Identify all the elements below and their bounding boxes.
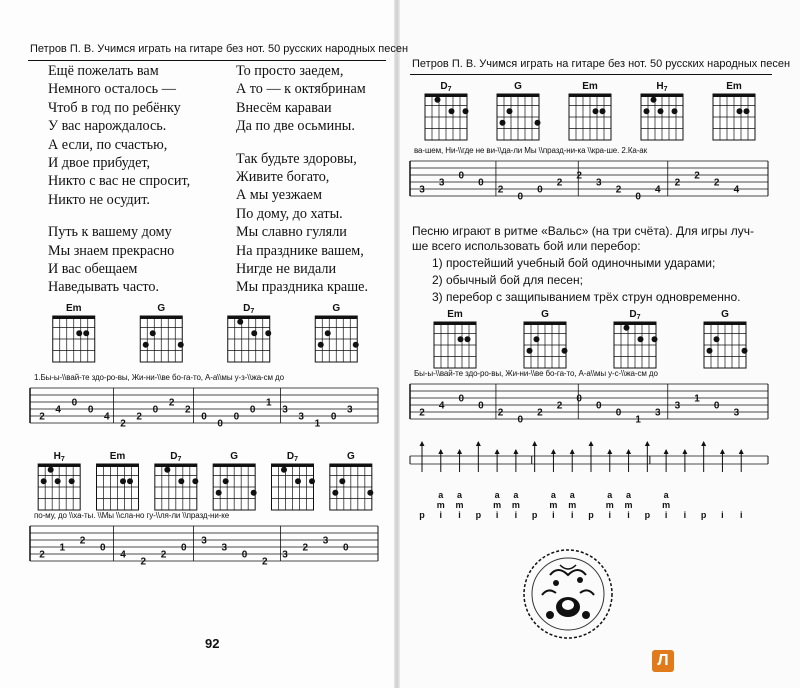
arrow-head xyxy=(626,449,631,454)
finger-dot xyxy=(332,490,338,496)
finger-dot xyxy=(435,97,441,103)
tab-note: 0 xyxy=(537,184,543,196)
poem-left-line: Наведывать часто. xyxy=(48,279,160,296)
tab-note: 2 xyxy=(556,400,563,412)
tab-note: 2 xyxy=(694,170,700,182)
chord-label: G xyxy=(230,451,239,462)
chord-diagram xyxy=(155,451,198,510)
finger-dot xyxy=(593,108,599,114)
finger-a: a xyxy=(607,490,613,500)
tab-note: 3 xyxy=(733,407,740,419)
tab-note: 3 xyxy=(298,411,304,423)
poem-left-line: Путь к вашему дому xyxy=(48,224,172,241)
chord-diagram xyxy=(97,451,139,510)
poem-column-left xyxy=(48,62,190,297)
finger-dot xyxy=(465,336,471,342)
chord-diagram xyxy=(434,309,476,368)
finger-dot xyxy=(309,478,315,484)
tab-note: 2 xyxy=(140,556,147,568)
chord-label: $H_7$ xyxy=(53,451,65,463)
chord-label: G xyxy=(541,309,549,320)
arrow-head xyxy=(420,441,425,446)
tab-note: 3 xyxy=(654,407,661,419)
left-header-rule xyxy=(28,60,386,61)
finger-dot xyxy=(527,348,533,354)
chord-diagram xyxy=(497,81,541,140)
list-item-3: 3) перебор с защипыванием трёх струн одновременно. xyxy=(432,290,741,304)
finger-a: a xyxy=(626,490,632,500)
poem-right-line: Живите богато, xyxy=(236,168,330,185)
poem-right-line: Внесём караваи xyxy=(236,99,332,116)
tab-note: 3 xyxy=(282,549,288,561)
tab-note: 2 xyxy=(168,397,175,409)
poem-right-line: То просто заедем, xyxy=(236,63,344,79)
rhythm-paragraph xyxy=(412,224,754,254)
tab-note: 3 xyxy=(201,535,207,547)
tab-note: 2 xyxy=(39,411,45,423)
tab-note: 1 xyxy=(59,542,66,554)
tab-note: 2 xyxy=(120,418,126,430)
finger-dot xyxy=(339,478,345,484)
tab-note: 0 xyxy=(458,393,465,405)
finger-m: m xyxy=(511,500,520,510)
tab-note: 2 xyxy=(497,407,504,419)
tab-note: 1 xyxy=(635,414,641,426)
tab-note: 1 xyxy=(694,393,700,405)
arrow-head xyxy=(589,441,594,446)
finger-dot xyxy=(83,330,89,336)
finger-a: a xyxy=(438,490,444,500)
tab-note: 4 xyxy=(438,400,445,412)
tab-note: 1 xyxy=(266,397,272,409)
finger-dot xyxy=(624,325,630,331)
finger-dot xyxy=(367,490,373,496)
arrow-head xyxy=(495,449,500,454)
finger-p-i: p xyxy=(475,510,482,520)
strumming-pattern xyxy=(410,438,770,528)
tab-note: 2 xyxy=(419,407,425,419)
poem-right-line: А то — к октябринам xyxy=(236,81,366,98)
finger-m: m xyxy=(436,500,445,510)
tab-note: 0 xyxy=(596,400,602,412)
chord-diagram xyxy=(704,309,748,368)
right-system1-tablature xyxy=(410,157,770,201)
finger-a: a xyxy=(663,490,669,500)
finger-p-i: p xyxy=(700,510,707,520)
tab-note: 0 xyxy=(233,411,240,423)
tab-note: 0 xyxy=(241,549,248,561)
finger-dot xyxy=(265,330,271,336)
tab-note: 2 xyxy=(261,556,268,568)
tab-note: 2 xyxy=(185,404,191,416)
folk-ornament-icon xyxy=(520,545,616,643)
poem-right-line: А мы уезжаем xyxy=(236,187,322,204)
list-item-1: 1) простейший учебный бой одиночными ударами; xyxy=(432,256,716,270)
chord-diagram xyxy=(569,81,611,140)
finger-p-i: i xyxy=(683,510,687,520)
left-system1-chord-diagrams xyxy=(30,302,380,372)
finger-dot xyxy=(535,120,541,126)
finger-dot xyxy=(651,97,657,103)
finger-dot xyxy=(76,330,82,336)
chord-diagram xyxy=(140,303,184,362)
chord-label: $D_7$ xyxy=(170,451,182,463)
finger-dot xyxy=(742,348,748,354)
poem-right-line: Так будьте здоровы, xyxy=(236,150,357,167)
poem-left-line: Немного осталось — xyxy=(48,81,176,98)
left-system1-lyrics: 1.Бы-ы-\\вай-те здо-ро-вы, Жи-ни-\\ве бо-га-то, А-а\\мы у-з-\\жа-см до xyxy=(34,373,284,382)
tab-note: 3 xyxy=(322,535,329,547)
finger-dot xyxy=(41,478,47,484)
chord-label: $D_7$ xyxy=(243,303,255,315)
poem-left-line: Чтоб в год по ребёнку xyxy=(48,99,181,116)
tab-note: 2 xyxy=(615,184,622,196)
tab-note: 2 xyxy=(556,177,563,189)
chord-diagram xyxy=(713,81,755,140)
tab-note: 3 xyxy=(221,542,228,554)
finger-dot xyxy=(295,478,301,484)
chord-label: G xyxy=(721,309,729,320)
finger-dot xyxy=(652,336,658,342)
poem-left-line: И двое прибудет, xyxy=(48,154,151,171)
poem-left-line: Никто не осудит. xyxy=(48,191,150,208)
finger-p-i: i xyxy=(439,510,443,520)
finger-dot xyxy=(164,467,170,473)
finger-p-i: i xyxy=(739,510,743,520)
chord-label: Em xyxy=(726,81,742,92)
chord-diagram xyxy=(228,303,272,362)
finger-dot xyxy=(707,348,713,354)
finger-dot xyxy=(178,342,184,348)
arrow-head xyxy=(551,449,556,454)
tab-note: 3 xyxy=(347,404,353,416)
arrow-head xyxy=(739,449,744,454)
finger-dot xyxy=(178,478,184,484)
finger-m: m xyxy=(549,500,558,510)
arrow-head xyxy=(607,449,612,454)
finger-dot xyxy=(449,108,455,114)
finger-dot xyxy=(251,490,257,496)
tab-note: 0 xyxy=(517,414,524,426)
poem-right-line: Мы славно гуляли xyxy=(236,224,347,241)
finger-dot xyxy=(737,108,743,114)
arrow-head xyxy=(701,441,706,446)
tab-note: 4 xyxy=(120,549,126,561)
chord-label: Em xyxy=(447,309,463,320)
tab-note: 0 xyxy=(99,542,106,554)
tab-note: 2 xyxy=(497,184,504,196)
chord-label: Em xyxy=(582,81,598,92)
poem-column-right xyxy=(236,62,368,297)
finger-p-i: i xyxy=(514,510,518,520)
chord-diagram xyxy=(315,303,359,362)
finger-dot xyxy=(318,342,324,348)
chord-label: G xyxy=(514,81,522,92)
finger-dot xyxy=(644,108,650,114)
finger-dot xyxy=(48,467,54,473)
arrow-head xyxy=(457,449,462,454)
poem-left-line: Мы знаем прекрасно xyxy=(48,242,175,259)
arrow-head xyxy=(720,449,725,454)
finger-dot xyxy=(325,330,331,336)
right-header-rule xyxy=(410,74,772,75)
tab-note: 2 xyxy=(160,549,167,561)
finger-m: m xyxy=(624,500,633,510)
finger-p-i: p xyxy=(419,510,425,520)
right-running-head: Петров П. В. Учимся играть на гитаре без нот. 50 русских народных песен xyxy=(412,58,791,70)
right-system2-lyrics: Бы-ы-\\вай-те здо-ро-вы, Жи-ни-\\ве бо-га-то, А-а\\мы у-с-\\жа-см до xyxy=(414,369,658,378)
finger-dot xyxy=(69,478,75,484)
finger-p-i: i xyxy=(664,510,668,520)
left-system2-tablature xyxy=(30,522,380,566)
finger-p-i: i xyxy=(608,510,612,520)
arrow-head xyxy=(570,449,575,454)
tab-note: 0 xyxy=(576,393,582,405)
tab-note: 0 xyxy=(330,411,337,423)
finger-p-i: p xyxy=(588,510,594,520)
poem-right-line: Мы праздника краше. xyxy=(236,279,369,296)
tab-note: 0 xyxy=(217,418,223,430)
tab-note: 0 xyxy=(478,177,484,189)
finger-dot xyxy=(353,342,359,348)
finger-dot xyxy=(534,336,540,342)
chord-label: Em xyxy=(65,303,82,314)
chord-diagram xyxy=(641,81,683,140)
finger-m: m xyxy=(455,500,464,510)
arrow-head xyxy=(664,449,669,454)
tab-note: 2 xyxy=(39,549,45,561)
finger-dot xyxy=(458,336,464,342)
tab-note: 0 xyxy=(615,407,622,419)
right-system2-tablature xyxy=(410,380,770,424)
finger-dot xyxy=(463,108,469,114)
right-system1-chord-diagrams xyxy=(410,80,770,150)
tab-note: 2 xyxy=(674,177,681,189)
poem-left-stanza-gap xyxy=(48,209,190,223)
tab-note: 0 xyxy=(458,170,465,182)
tab-note: 3 xyxy=(282,404,288,416)
tab-note: 0 xyxy=(342,542,349,554)
finger-p-i: i xyxy=(721,510,724,520)
finger-a: a xyxy=(513,490,519,500)
finger-dot xyxy=(500,120,506,126)
finger-dot xyxy=(143,342,149,348)
arrow-head xyxy=(645,441,650,446)
tab-note: 0 xyxy=(201,411,207,423)
finger-dot xyxy=(237,319,243,325)
tab-note: 2 xyxy=(576,170,582,182)
left-system2-chord-diagrams xyxy=(30,450,380,520)
finger-p-i: p xyxy=(531,510,538,520)
chord-label: $D_7$ xyxy=(286,451,299,463)
tab-note: 2 xyxy=(302,542,309,554)
finger-p-i: i xyxy=(570,510,574,520)
finger-a: a xyxy=(457,490,463,500)
finger-m: m xyxy=(605,500,614,510)
tab-note: 2 xyxy=(79,535,86,547)
tab-note: 0 xyxy=(517,191,524,203)
finger-m: m xyxy=(662,500,671,510)
chord-label: $H_7$ xyxy=(656,81,668,93)
poem-left-line: Ещё пожелать вам xyxy=(48,63,159,79)
finger-dot xyxy=(251,330,257,336)
poem-left-line: И вас обещаем xyxy=(48,260,138,277)
chord-diagram xyxy=(524,309,568,368)
finger-dot xyxy=(223,478,229,484)
finger-dot xyxy=(600,108,606,114)
poem-left-line: Никто с вас не спросит, xyxy=(48,173,191,190)
finger-a: a xyxy=(494,490,500,500)
chord-diagram xyxy=(272,451,316,510)
chord-diagram xyxy=(38,451,80,510)
finger-dot xyxy=(192,478,198,484)
tab-note: 4 xyxy=(55,404,61,416)
finger-dot xyxy=(216,490,222,496)
finger-dot xyxy=(150,330,156,336)
arrow-head xyxy=(438,449,443,454)
tab-note: 3 xyxy=(674,400,681,412)
paragraph-line: ше всего использовать бой или перебор: xyxy=(412,239,641,253)
chord-label: G xyxy=(332,303,341,314)
tab-note: 2 xyxy=(537,407,543,419)
tab-note: 4 xyxy=(654,184,661,196)
finger-p-i: p xyxy=(644,510,651,520)
tab-note: 3 xyxy=(596,177,602,189)
finger-p-i: i xyxy=(552,510,555,520)
publisher-logo: Л xyxy=(652,650,674,672)
tab-note: 2 xyxy=(713,177,720,189)
poem-right-line: Да по две осьмины. xyxy=(236,118,355,135)
book-spine xyxy=(394,0,400,688)
chord-diagram xyxy=(53,303,95,362)
finger-dot xyxy=(507,108,513,114)
tab-note: 2 xyxy=(136,411,142,423)
poem-left-line: У вас нарождалось. xyxy=(48,118,167,135)
paragraph-line: Песню играют в ритме «Вальс» (на три счёта). Для игры луч- xyxy=(412,224,754,238)
poem-left-line: А если, по счастью, xyxy=(48,136,168,153)
poem-right-line: На празднике вашем, xyxy=(236,242,364,259)
finger-dot xyxy=(638,336,644,342)
tab-note: 3 xyxy=(438,177,445,189)
chord-label: $D_7$ xyxy=(629,309,641,321)
finger-a: a xyxy=(569,490,575,500)
left-running-head: Петров П. В. Учимся играть на гитаре без нот. 50 русских народных песен xyxy=(30,43,409,55)
finger-dot xyxy=(281,467,287,473)
finger-m: m xyxy=(568,500,577,510)
tab-note: 0 xyxy=(180,542,187,554)
poem-right-line: Нигде не видали xyxy=(236,260,337,277)
tab-note: 4 xyxy=(104,411,110,423)
tab-note: 0 xyxy=(152,404,159,416)
tab-note: 0 xyxy=(249,404,256,416)
tab-note: 1 xyxy=(314,418,321,430)
list-item-2: 2) обычный бой для песен; xyxy=(432,273,583,287)
chord-diagram xyxy=(425,81,469,140)
finger-dot xyxy=(672,108,678,114)
page-number: 92 xyxy=(205,636,220,651)
chord-diagram xyxy=(614,309,658,368)
finger-m: m xyxy=(493,500,502,510)
chord-diagram xyxy=(213,451,257,510)
finger-p-i: i xyxy=(627,510,630,520)
tab-note: 0 xyxy=(71,397,78,409)
chord-label: G xyxy=(157,303,166,314)
chord-label: G xyxy=(346,451,355,462)
arrow-head xyxy=(682,449,687,454)
finger-dot xyxy=(120,478,126,484)
chord-label: Em xyxy=(109,451,126,462)
poem-right-stanza-gap xyxy=(236,136,368,150)
left-system2-lyrics: по-му, до \\ха-ты. \\Мы \\сла-но гу-\\ля-ли \\празд-ни-ке xyxy=(34,511,230,520)
finger-dot xyxy=(55,478,61,484)
finger-a: a xyxy=(550,490,556,500)
tab-note: 4 xyxy=(733,184,740,196)
arrow-head xyxy=(532,441,537,446)
tab-note: 3 xyxy=(419,184,425,196)
tab-note: 0 xyxy=(635,191,641,203)
finger-dot xyxy=(658,108,664,114)
chord-label: $D_7$ xyxy=(440,81,452,93)
poem-right-line: По дому, до хаты. xyxy=(236,205,343,222)
finger-p-i: i xyxy=(495,510,499,520)
tab-note: 0 xyxy=(713,400,720,412)
tab-note: 0 xyxy=(478,400,484,412)
left-system1-tablature xyxy=(30,384,380,428)
tab-note: 0 xyxy=(87,404,94,416)
finger-dot xyxy=(562,348,568,354)
finger-dot xyxy=(744,108,750,114)
arrow-head xyxy=(513,449,518,454)
arrow-head xyxy=(476,441,481,446)
finger-dot xyxy=(714,336,720,342)
finger-dot xyxy=(127,478,133,484)
right-system1-lyrics: ва-шем, Ни-\\где не ви-\\да-ли Мы \\празд-ни-ка \\кра-ше. 2.Ка-ак xyxy=(414,146,648,155)
chord-diagram xyxy=(330,451,374,510)
finger-p-i: i xyxy=(458,510,461,520)
right-system2-chord-diagrams xyxy=(410,308,770,378)
